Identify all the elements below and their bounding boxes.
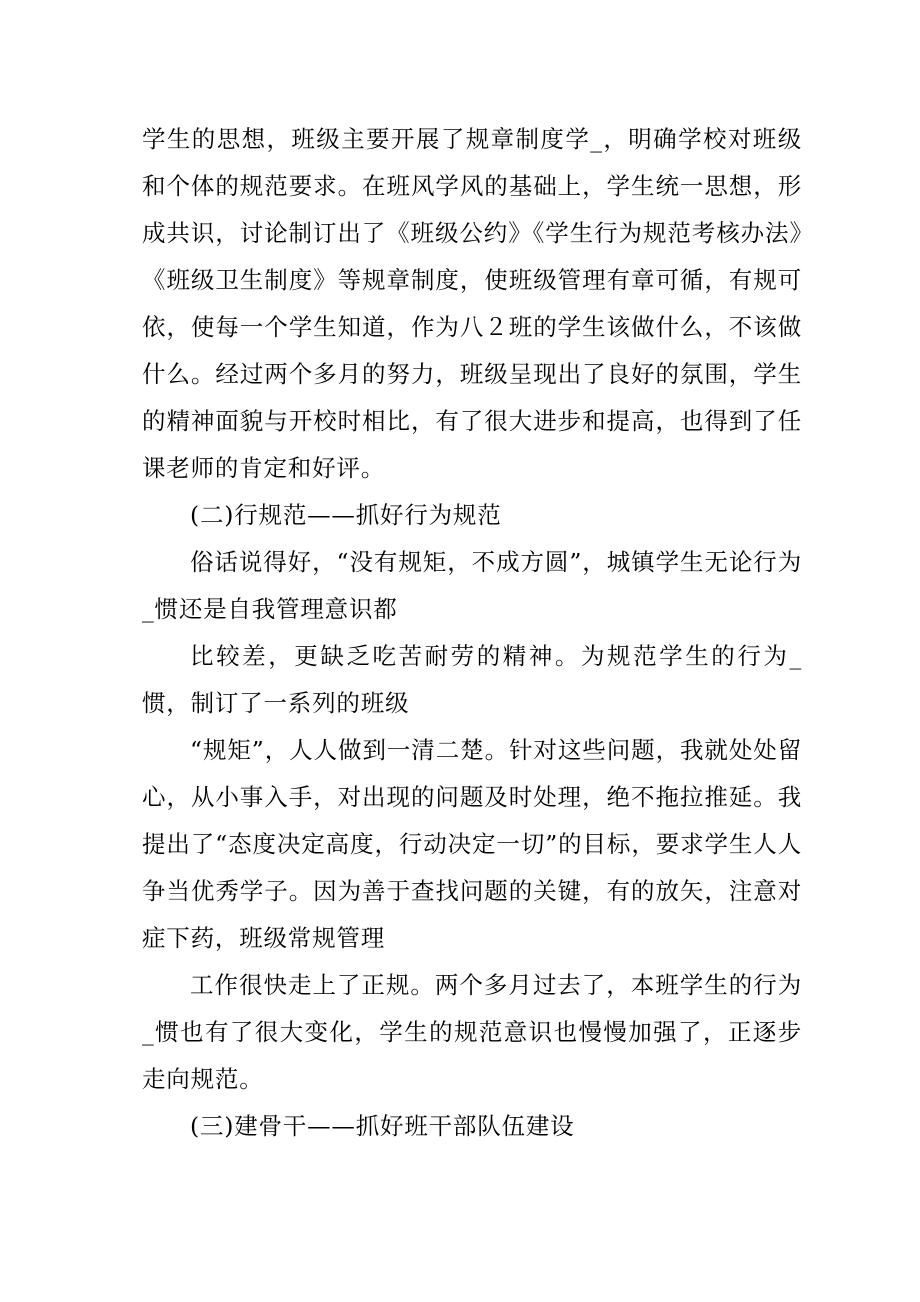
paragraph-class-rules: 比较差，更缺乏吃苦耐劳的精神。为规范学生的行为_惯，制订了一系列的班级: [142, 642, 802, 717]
section-heading-behavior-norms: (二)行规范——抓好行为规范: [190, 501, 502, 529]
paragraph-problem-handling: “规矩”，人人做到一清二楚。针对这些问题，我就处处留心，从小事入手，对出现的问题及时处理，绝不拖拉推延。我提出了“态度决定高度，行动决定一切”的目标，要求学生人人争当优秀学子。因为善于查找问题的关键，有的放矢，注意对症下药，班级常规管理: [142, 736, 802, 952]
paragraph-proverb: 俗话说得好，“没有规矩，不成方圆”，城镇学生无论行为_惯还是自我管理意识都: [142, 548, 802, 623]
section-heading-class-cadres: (三)建骨干——抓好班干部队伍建设: [190, 1112, 575, 1140]
paragraph-rules-study: 学生的思想，班级主要开展了规章制度学_，明确学校对班级和个体的规范要求。在班风学风的基础上，学生统一思想，形成共识，讨论制订出了《班级公约》《学生行为规范考核办法》《班级卫生制度》等规章制度，使班级管理有章可循，有规可依，使每一个学生知道，作为八２班的学生该做什么，不该做什么。经过两个多月的努力，班级呈现出了良好的氛围，学生的精神面貌与开校时相比，有了很大进步和提高，也得到了任课老师的肯定和好评。: [142, 125, 802, 482]
document-body: [142, 116, 802, 1150]
paragraph-progress: 工作很快走上了正规。两个多月过去了，本班学生的行为_惯也有了很大变化，学生的规范意识也慢慢加强了，正逐步走向规范。: [142, 971, 802, 1093]
